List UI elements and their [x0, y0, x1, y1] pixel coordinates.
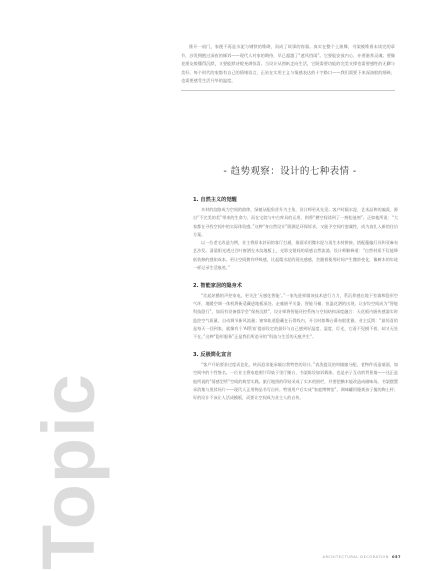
- section-heading: 2. 智能家居的隐身术: [193, 282, 242, 289]
- section-nature: [193, 196, 398, 272]
- intro-paragraph: 推开一扇门，家便不再是水泥与钢铁的堆砌，而成了故事的容器。真实在整个上演舞，书架被堆着未读完的章节，沙发拥抱过深夜的倾诉——现代人对家的期待，早已超越了“遮风挡雨”。它要能安放内心，亦要滋养灵魂；要像老朋友般懂得沉默，又要能默诗般充满惊喜。当设计从图纸走向生活，它既需要功能的完美支撑也需要感性的无聊与美好。每个时代的家都有自己的情绪语言，正站在实用主义与情感表达的十字路口——我们需要下来深油般的细碎，也需要感受生活升华的温度。: [181, 43, 395, 91]
- section-heading: 1. 自然主义的觉醒: [193, 197, 237, 203]
- page-number: 057: [391, 555, 401, 559]
- paragraph: “比起炫酷的声控家电，更关注‘无感化智能’。”一家先进样做该技术进行力力，系沉养感在地下室墙和隐形空气环，地暖空调一体机将新适藏进地板深处。走廊嵌平关器，智能马桶、恒温花洒的出现，让安设空间成为“智能科技隐行”，如而有设备都学会“保持沉默”，设计师将智能环控系统与空间结构深度融合：天花板内嵌传感器实时监控空气质量，自动调节新风流量；窗帘轨道隐藏在石膏线内，开合时如舞台幕布般优雅。业主反馈：“最惊喜的是每天一回到家，就像有个‘AI管家’提前设定的最好与自己感到好温度、湿度、灯光，它看不见摸不着，却又无处不在。”这种“隐形服务”正是我们所追寻的“科技与生活的无痕共生”。: [193, 292, 398, 340]
- section-anti-minimalism: [193, 351, 398, 402]
- paragraph: 木材的纹路成为空间的韵律，绿植从配角晋升为主角，设计师更具先见。客户时隔水泥、艺术品和的偏爱，源自“不完美的美”带来的生命力，而在宅院与中古库具的运用，则将“栖空间读到了一剂松弛剂”。正如他所说：“大家都在寻找空间中的实际体验感。”这种“身自然设计”既满足环保诉求，又能予空间疗愈属性，成为真扎入新的住访方案。: [193, 207, 398, 237]
- section-heading: 3. 反极简化宣言: [193, 352, 232, 359]
- section-title: - 趋势观察：设计的七种表情 -: [223, 166, 357, 177]
- section-smart-home: [193, 282, 398, 342]
- paragraph: “客户开始要求过度而恣化，转而追求能承载自我特性的设计。”表洗提及的叫撞撞分配、老物件再造墙面，如空间中的个性签名。一位业主将家庭照片印染于里厅睡台，书架陈设如诉载体，也是亲子互动的背景墙——这正是他所说的“情感型所”空间的典型实践。旅行地图的印贴采成了实木的围栏，并要把横木能改造成储味场，书架摆置承消集与黑驳场片——现代人正用物品书写自传。特别用户后实成“家庭博物馆”，调味罐用缝裁孩子搅的陶土杯；好的设计不该让人活成模板，而要让空间成为业主人的自传。: [193, 362, 398, 401]
- page-footer: [323, 555, 402, 559]
- publication-name: ARCHITECTURAL DECORATION: [322, 555, 389, 559]
- topic-watermark: Topic: [27, 373, 110, 570]
- paragraph: 以一位老宅改造为例，业主将原本封闭的客厅打通，墙面采用微水泥与再生木材拼接，搭配藤编灯具和亚麻布艺沙发。清晨阳光透过百叶窗洒在木纹地板上，光影交错间的质感自然流淌。设计师解释道：“自然材质不仅能降低装修的感知成本，更让空间拥有呼吸感，比起精水泥的现光感感，会随着使用时间产生微妙变化，像树木的年轮一样记录生活痕迹。”: [193, 240, 398, 271]
- article-body: [193, 196, 398, 412]
